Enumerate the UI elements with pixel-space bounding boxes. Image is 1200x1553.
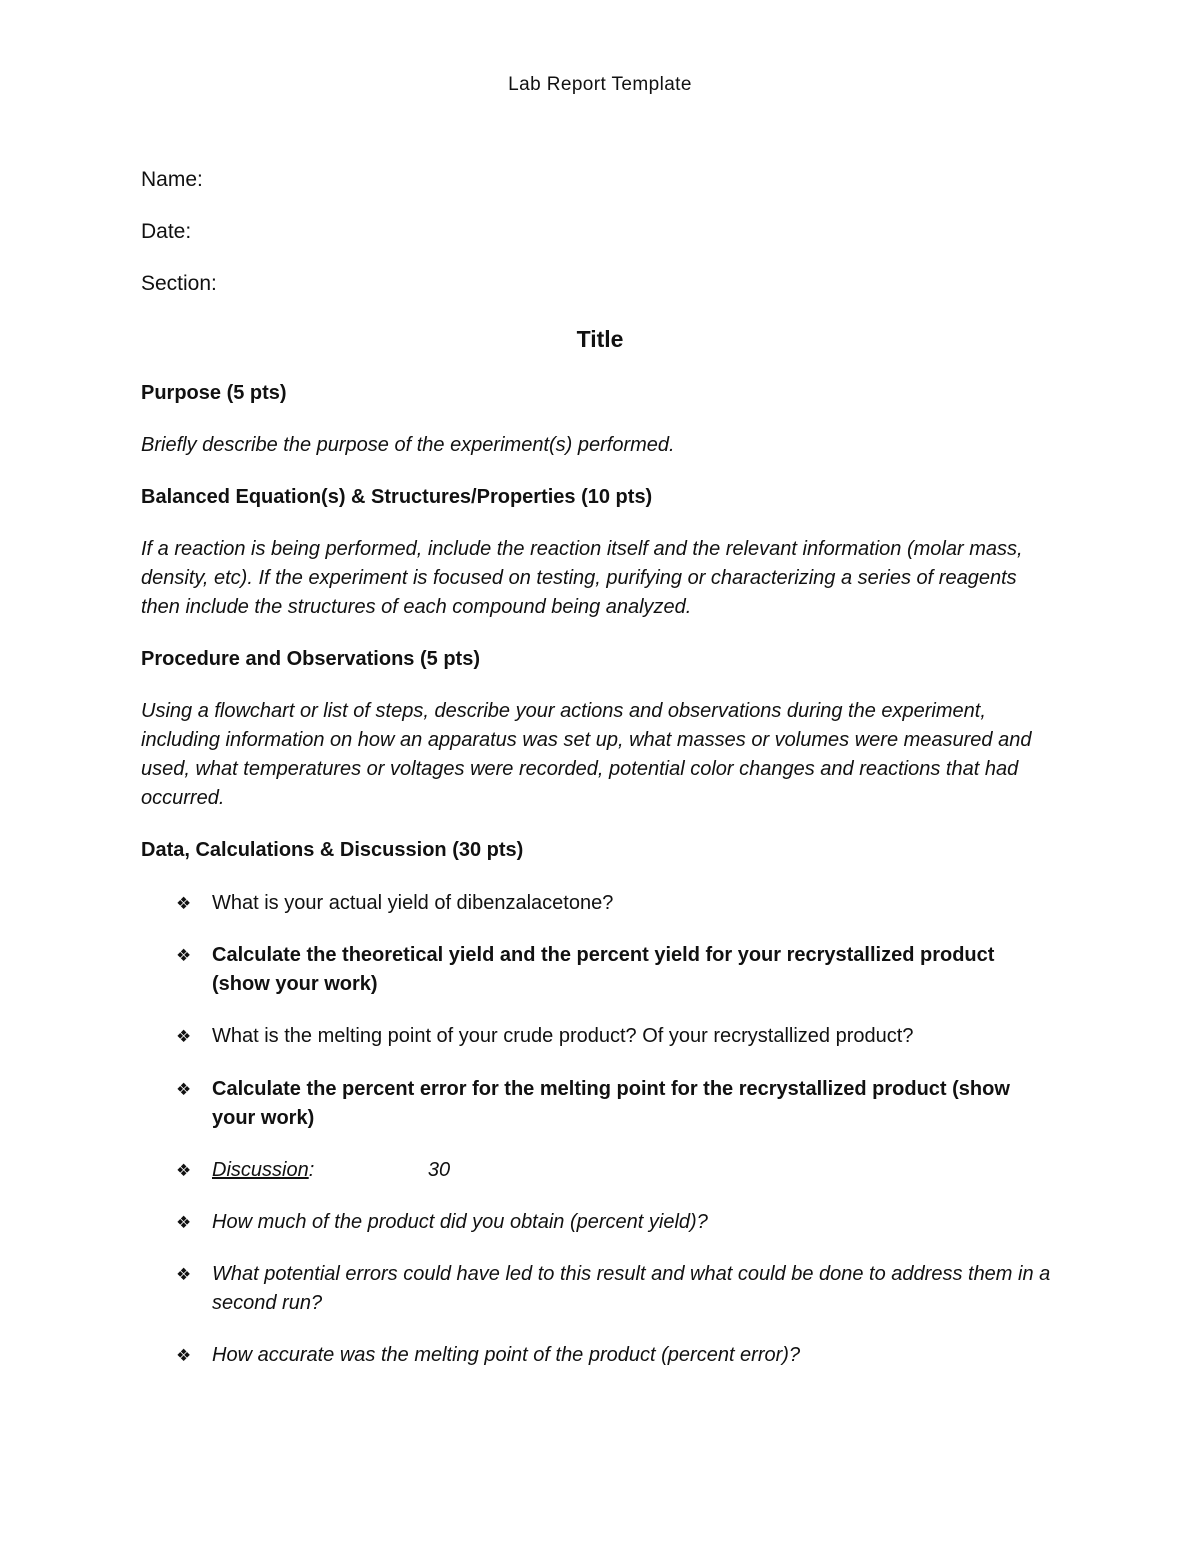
- diamond-bullet-icon: ❖: [176, 946, 192, 965]
- list-item-text: What is the melting point of your crude product? Of your recrystallized product?: [212, 1025, 914, 1047]
- list-item: [176, 1341, 1056, 1370]
- list-item-text: How much of the product did you obtain (percent yield)?: [212, 1211, 708, 1233]
- discussion-points: 30: [427, 1159, 451, 1181]
- list-item: [176, 1022, 1056, 1051]
- list-item-text: What potential errors could have led to this result and what could be done to address them in a second run?: [212, 1263, 1051, 1314]
- list-item-text: Calculate the percent error for the melting point for the recrystallized product (show your work): [212, 1078, 1010, 1129]
- list-item-text: How accurate was the melting point of the product (percent error)?: [212, 1344, 801, 1366]
- section-label: Section:: [141, 272, 217, 295]
- report-title: Title: [576, 326, 624, 352]
- list-item-text: Calculate the theoretical yield and the percent yield for your recrystallized product (show your work): [212, 944, 995, 995]
- diamond-bullet-icon: ❖: [176, 1161, 192, 1180]
- list-item-discussion: [176, 1156, 1056, 1185]
- diamond-bullet-icon: ❖: [176, 894, 192, 913]
- list-item: [176, 889, 1056, 918]
- purpose-body: Briefly describe the purpose of the experiment(s) performed.: [141, 434, 675, 456]
- document-header: Lab Report Template: [508, 74, 692, 95]
- discussion-label: Discussion: [212, 1159, 309, 1181]
- diamond-bullet-icon: ❖: [176, 1213, 192, 1232]
- list-item: [176, 1260, 1056, 1318]
- diamond-bullet-icon: ❖: [176, 1346, 192, 1365]
- list-item-text: What is your actual yield of dibenzalacetone?: [212, 892, 614, 914]
- equations-body: If a reaction is being performed, include the reaction itself and the relevant information (molar mass, density, etc). If the experiment is focused on testing, purifying or characterizing a series of reagents then include the structures of each compound being analyzed.: [141, 538, 1023, 618]
- date-label: Date:: [141, 220, 192, 243]
- diamond-bullet-icon: ❖: [176, 1080, 192, 1099]
- data-heading: Data, Calculations & Discussion (30 pts): [141, 839, 524, 861]
- purpose-heading: Purpose (5 pts): [141, 382, 287, 404]
- name-label: Name:: [141, 168, 203, 191]
- list-item: [176, 941, 1056, 999]
- diamond-bullet-icon: ❖: [176, 1265, 192, 1284]
- diamond-bullet-icon: ❖: [176, 1027, 192, 1046]
- procedure-body: Using a flowchart or list of steps, describe your actions and observations during the experiment, including information on how an apparatus was set up, what masses or volumes were measured and used, what temperatures or voltages were recorded, potential color changes and reactions that had occurred.: [141, 700, 1032, 809]
- list-item: [176, 1208, 1056, 1237]
- equations-heading: Balanced Equation(s) & Structures/Properties (10 pts): [141, 486, 653, 508]
- list-item: [176, 1075, 1056, 1133]
- procedure-heading: Procedure and Observations (5 pts): [141, 648, 480, 670]
- discussion-colon: :: [308, 1159, 315, 1181]
